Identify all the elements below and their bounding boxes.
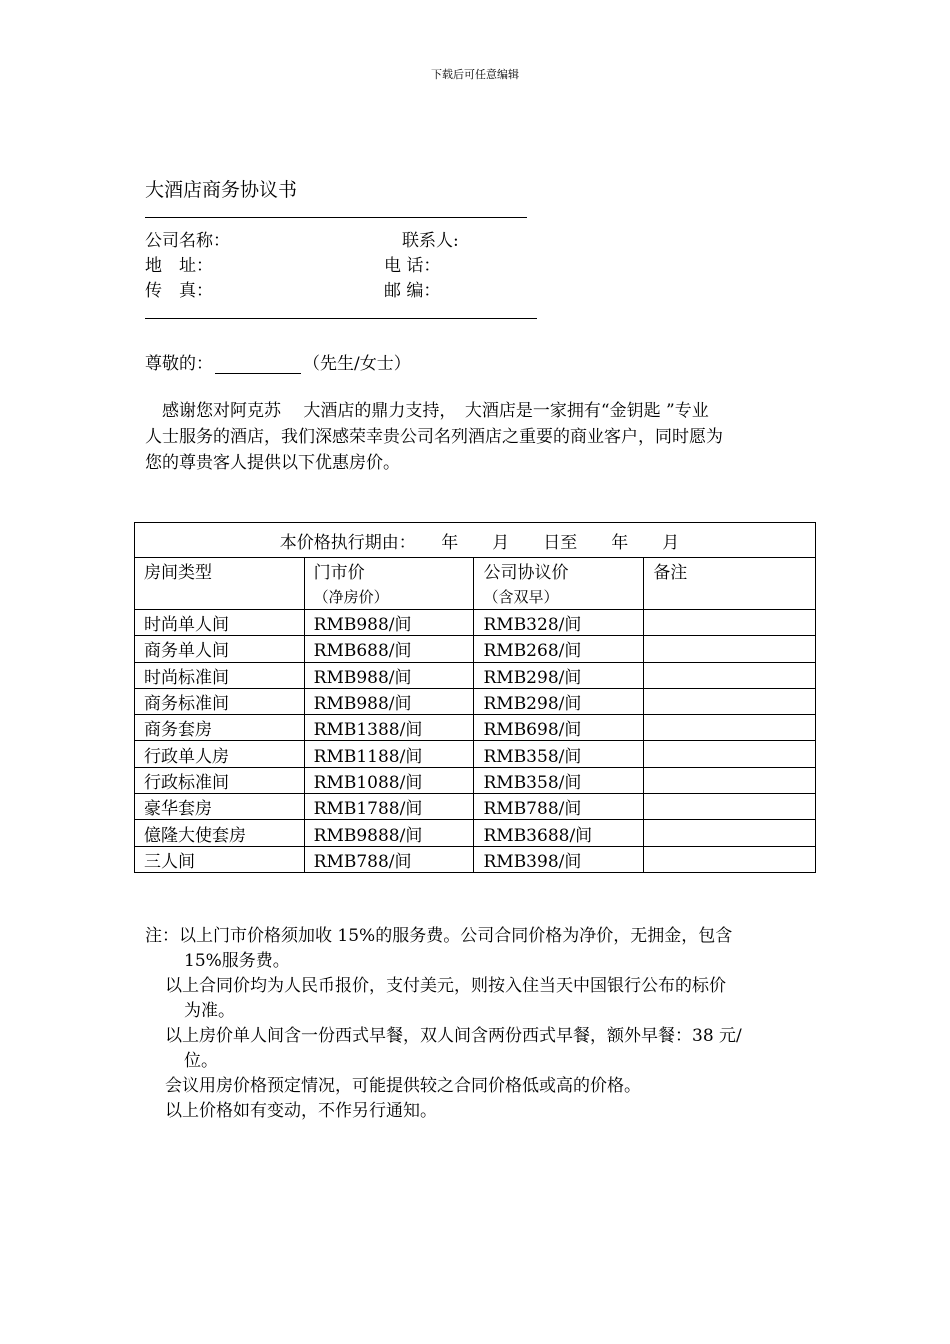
room-type-cell: 億隆大使套房: [135, 820, 305, 846]
remark-cell: [644, 846, 816, 872]
rack-rate-cell: RMB9888/间: [304, 820, 474, 846]
name-blank: [215, 357, 301, 374]
header-room-type-label: 房间类型: [144, 563, 212, 583]
rack-rate-cell: RMB988/间: [304, 688, 474, 714]
note-line: 以上合同价均为人民币报价，支付美元，则按入住当天中国银行公布的标价: [165, 976, 726, 996]
header-note: 下载后可任意编辑: [431, 68, 519, 81]
note-line: 为准。: [184, 1001, 235, 1021]
remark-cell: [644, 662, 816, 688]
header-row: [135, 558, 816, 610]
greeting: [145, 349, 411, 374]
header-corporate-rate: [474, 558, 644, 610]
contact-person-label: 联系人:: [402, 231, 459, 251]
bottom-divider: [145, 318, 537, 319]
header-rack-rate: [304, 558, 474, 610]
corporate-rate-cell: RMB268/间: [474, 636, 644, 662]
intro-line: 您的尊贵客人提供以下优惠房价。: [145, 453, 400, 473]
corporate-rate-cell: RMB298/间: [474, 662, 644, 688]
rack-rate-cell: RMB688/间: [304, 636, 474, 662]
rack-rate-cell: RMB1088/间: [304, 767, 474, 793]
rack-rate-cell: RMB1788/间: [304, 794, 474, 820]
phone-label: 电 话：: [384, 256, 441, 276]
top-divider: [145, 217, 527, 218]
table-row: [135, 688, 816, 714]
period-row: [135, 523, 816, 558]
header-remarks-label: 备注: [653, 563, 688, 583]
rack-rate-cell: RMB988/间: [304, 610, 474, 636]
greeting-prefix: 尊敬的：: [145, 354, 213, 374]
room-type-cell: 商务套房: [135, 715, 305, 741]
table-row: [135, 741, 816, 767]
table-row: [135, 794, 816, 820]
room-type-cell: 豪华套房: [135, 794, 305, 820]
header-corporate-rate-sub: （含双早）: [483, 588, 559, 606]
remark-cell: [644, 741, 816, 767]
document-title: 大酒店商务协议书: [145, 179, 298, 201]
remark-cell: [644, 610, 816, 636]
intro-paragraph: [145, 398, 817, 476]
rack-rate-cell: RMB788/间: [304, 846, 474, 872]
room-type-cell: 时尚标准间: [135, 662, 305, 688]
corporate-rate-cell: RMB698/间: [474, 715, 644, 741]
corporate-rate-cell: RMB788/间: [474, 794, 644, 820]
room-type-cell: 商务单人间: [135, 636, 305, 662]
note-line: 会议用房价格预定情况，可能提供较之合同价格低或高的价格。: [165, 1076, 641, 1096]
corporate-rate-cell: RMB358/间: [474, 741, 644, 767]
note-line: 以上房价单人间含一份西式早餐，双人间含两份西式早餐，额外早餐：38 元/: [165, 1026, 742, 1046]
postcode-label: 邮 编：: [384, 281, 441, 301]
header-corporate-rate-label: 公司协议价: [483, 563, 569, 583]
remark-cell: [644, 688, 816, 714]
table-row: [135, 662, 816, 688]
table-row: [135, 820, 816, 846]
corporate-rate-cell: RMB3688/间: [474, 820, 644, 846]
table-row: [135, 715, 816, 741]
corporate-rate-cell: RMB358/间: [474, 767, 644, 793]
rack-rate-cell: RMB1388/间: [304, 715, 474, 741]
note-line: 位。: [184, 1051, 218, 1071]
note-line: 注：以上门市价格须加收 15%的服务费。公司合同价格为净价，无拥金，包含: [145, 926, 733, 946]
room-type-cell: 行政标准间: [135, 767, 305, 793]
remark-cell: [644, 636, 816, 662]
intro-line: 人士服务的酒店，我们深感荣幸贵公司名列酒店之重要的商业客户，同时愿为: [145, 427, 723, 447]
remark-cell: [644, 820, 816, 846]
note-line: 以上价格如有变动，不作另行通知。: [165, 1101, 437, 1121]
corporate-rate-cell: RMB328/间: [474, 610, 644, 636]
rack-rate-cell: RMB988/间: [304, 662, 474, 688]
intro-line: 感谢您对阿克苏 大酒店的鼎力支持， 大酒店是一家拥有“金钥匙 ”专业: [162, 401, 709, 421]
note-line: 15%服务费。: [184, 951, 290, 971]
header-remarks: [644, 558, 816, 610]
remark-cell: [644, 767, 816, 793]
table-row: [135, 636, 816, 662]
fax-label: 传 真：: [145, 281, 213, 301]
table-row: [135, 846, 816, 872]
header-rack-rate-sub: （净房价）: [313, 588, 389, 606]
header-room-type: [135, 558, 305, 610]
room-type-cell: 行政单人房: [135, 741, 305, 767]
corporate-rate-cell: RMB398/间: [474, 846, 644, 872]
remark-cell: [644, 715, 816, 741]
room-type-cell: 时尚单人间: [135, 610, 305, 636]
validity-period: 本价格执行期由： 年 月 日至 年 月: [135, 523, 816, 558]
company-name-label: 公司名称：: [145, 231, 230, 251]
address-label: 地 址：: [145, 256, 213, 276]
room-type-cell: 商务标准间: [135, 688, 305, 714]
table-row: [135, 610, 816, 636]
rate-table: [134, 522, 816, 873]
room-type-cell: 三人间: [135, 846, 305, 872]
header-rack-rate-label: 门市价: [313, 563, 365, 583]
remark-cell: [644, 794, 816, 820]
corporate-rate-cell: RMB298/间: [474, 688, 644, 714]
table-row: [135, 767, 816, 793]
rack-rate-cell: RMB1188/间: [304, 741, 474, 767]
greeting-suffix: （先生/女士）: [303, 354, 411, 374]
